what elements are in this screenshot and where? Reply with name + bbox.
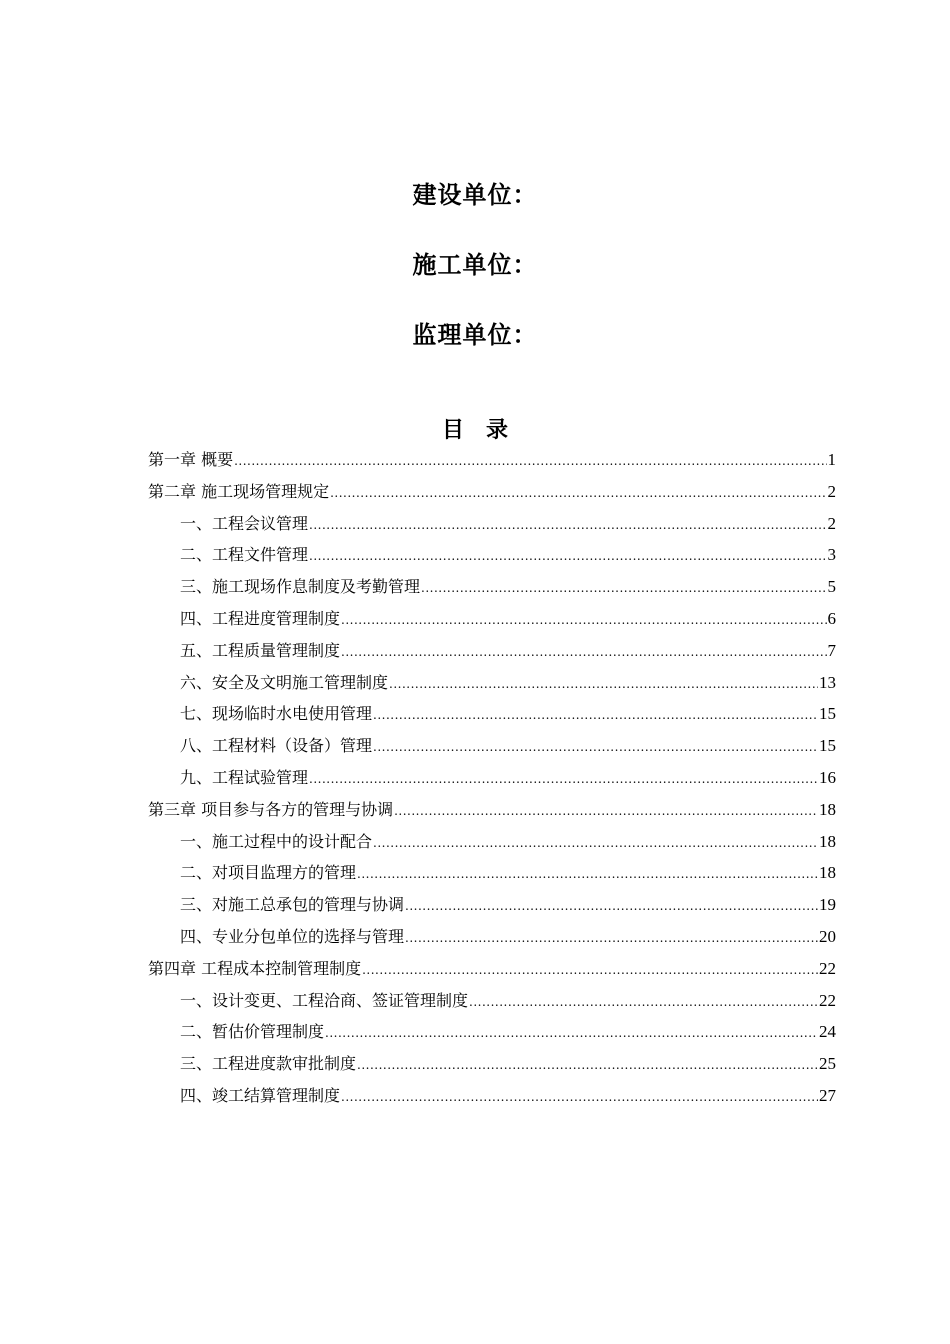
toc-page-number: 2 bbox=[827, 481, 836, 501]
toc-dot-leader bbox=[330, 478, 826, 510]
toc-dot-leader bbox=[389, 669, 818, 701]
toc-section-entry[interactable] bbox=[148, 635, 836, 667]
toc-section-entry[interactable] bbox=[148, 857, 836, 889]
toc-page-number: 13 bbox=[819, 672, 836, 692]
toc-dot-leader bbox=[405, 891, 818, 923]
toc-entry-text: 八、工程材料（设备）管理 bbox=[180, 736, 373, 756]
toc-dot-leader bbox=[405, 923, 818, 955]
construction-owner-label: 建设单位： bbox=[412, 181, 538, 209]
toc-entry-text: 第二章 施工现场管理规定 bbox=[148, 481, 330, 501]
toc-section-entry[interactable] bbox=[148, 730, 836, 762]
toc-dot-leader bbox=[341, 637, 826, 669]
toc-page-number: 1 bbox=[827, 450, 836, 469]
toc-section-entry[interactable] bbox=[148, 826, 836, 858]
toc-dot-leader bbox=[309, 764, 818, 796]
table-of-contents bbox=[148, 444, 836, 1112]
toc-page-number: 22 bbox=[819, 990, 836, 1010]
toc-section-entry[interactable] bbox=[148, 1016, 836, 1048]
toc-page-number: 25 bbox=[819, 1054, 836, 1074]
toc-dot-leader bbox=[309, 510, 826, 542]
toc-dot-leader bbox=[362, 955, 818, 987]
toc-page-number: 18 bbox=[819, 863, 836, 883]
toc-section-entry[interactable] bbox=[148, 889, 836, 921]
toc-entry-text: 三、施工现场作息制度及考勤管理 bbox=[180, 577, 421, 597]
toc-entry-text: 四、工程进度管理制度 bbox=[180, 608, 341, 628]
toc-entry-text: 第三章 项目参与各方的管理与协调 bbox=[148, 799, 394, 819]
toc-dot-leader bbox=[421, 573, 826, 605]
toc-dot-leader bbox=[373, 700, 818, 732]
toc-page-number: 20 bbox=[819, 926, 836, 946]
toc-entry-text: 一、施工过程中的设计配合 bbox=[180, 831, 373, 851]
toc-section-entry[interactable] bbox=[148, 667, 836, 699]
toc-section-entry[interactable] bbox=[148, 539, 836, 571]
toc-page-number: 15 bbox=[819, 736, 836, 756]
toc-page-number: 15 bbox=[819, 704, 836, 724]
toc-chapter-entry[interactable] bbox=[148, 794, 836, 826]
toc-chapter-entry[interactable] bbox=[148, 953, 836, 985]
toc-dot-leader bbox=[325, 1018, 818, 1050]
toc-page-number: 27 bbox=[819, 1085, 836, 1105]
toc-section-entry[interactable] bbox=[148, 1080, 836, 1112]
toc-title-char-2: 录 bbox=[486, 417, 509, 443]
contractor-label: 施工单位： bbox=[412, 251, 538, 279]
toc-page-number: 16 bbox=[819, 767, 836, 787]
toc-page-number: 19 bbox=[819, 895, 836, 915]
toc-page-number: 18 bbox=[819, 831, 836, 851]
toc-entry-text: 六、安全及文明施工管理制度 bbox=[180, 672, 389, 692]
toc-dot-leader bbox=[234, 446, 826, 478]
toc-dot-leader bbox=[469, 987, 818, 1019]
toc-page-number: 22 bbox=[819, 958, 836, 978]
toc-dot-leader bbox=[357, 859, 818, 891]
toc-dot-leader bbox=[373, 732, 818, 764]
toc-section-entry[interactable] bbox=[148, 571, 836, 603]
toc-entry-text: 九、工程试验管理 bbox=[180, 767, 309, 787]
toc-chapter-entry[interactable] bbox=[148, 476, 836, 508]
toc-entry-text: 二、对项目监理方的管理 bbox=[180, 863, 357, 883]
toc-dot-leader bbox=[357, 1050, 818, 1082]
supervisor-label: 监理单位： bbox=[412, 321, 538, 349]
toc-section-entry[interactable] bbox=[148, 508, 836, 540]
toc-chapter-entry[interactable] bbox=[148, 444, 836, 476]
toc-entry-text: 三、对施工总承包的管理与协调 bbox=[180, 895, 405, 915]
toc-entry-text: 五、工程质量管理制度 bbox=[180, 640, 341, 660]
toc-section-entry[interactable] bbox=[148, 985, 836, 1017]
toc-entry-text: 第一章 概要 bbox=[148, 450, 234, 469]
toc-entry-text: 七、现场临时水电使用管理 bbox=[180, 704, 373, 724]
toc-entry-text: 一、设计变更、工程洽商、签证管理制度 bbox=[180, 990, 469, 1010]
toc-page-number: 7 bbox=[827, 640, 836, 660]
toc-title bbox=[0, 412, 950, 448]
toc-entry-text: 第四章 工程成本控制管理制度 bbox=[148, 958, 362, 978]
toc-dot-leader bbox=[394, 796, 818, 828]
toc-page-number: 5 bbox=[827, 577, 836, 597]
toc-dot-leader bbox=[309, 541, 826, 573]
toc-page-number: 6 bbox=[827, 608, 836, 628]
toc-dot-leader bbox=[341, 1082, 818, 1114]
toc-page-number: 2 bbox=[827, 513, 836, 533]
toc-entry-text: 一、工程会议管理 bbox=[180, 513, 309, 533]
toc-page-number: 18 bbox=[819, 799, 836, 819]
toc-section-entry[interactable] bbox=[148, 921, 836, 953]
toc-entry-text: 三、工程进度款审批制度 bbox=[180, 1054, 357, 1074]
toc-section-entry[interactable] bbox=[148, 1048, 836, 1080]
toc-page-number: 24 bbox=[819, 1022, 836, 1042]
toc-entry-text: 四、竣工结算管理制度 bbox=[180, 1085, 341, 1105]
toc-section-entry[interactable] bbox=[148, 603, 836, 635]
toc-entry-text: 二、暂估价管理制度 bbox=[180, 1022, 325, 1042]
toc-entry-text: 二、工程文件管理 bbox=[180, 545, 309, 565]
toc-title-char-1: 目 bbox=[441, 417, 464, 443]
toc-section-entry[interactable] bbox=[148, 762, 836, 794]
toc-page-number: 3 bbox=[827, 545, 836, 565]
toc-dot-leader bbox=[373, 828, 818, 860]
toc-entry-text: 四、专业分包单位的选择与管理 bbox=[180, 926, 405, 946]
toc-section-entry[interactable] bbox=[148, 698, 836, 730]
unit-block bbox=[0, 170, 950, 380]
toc-dot-leader bbox=[341, 605, 826, 637]
